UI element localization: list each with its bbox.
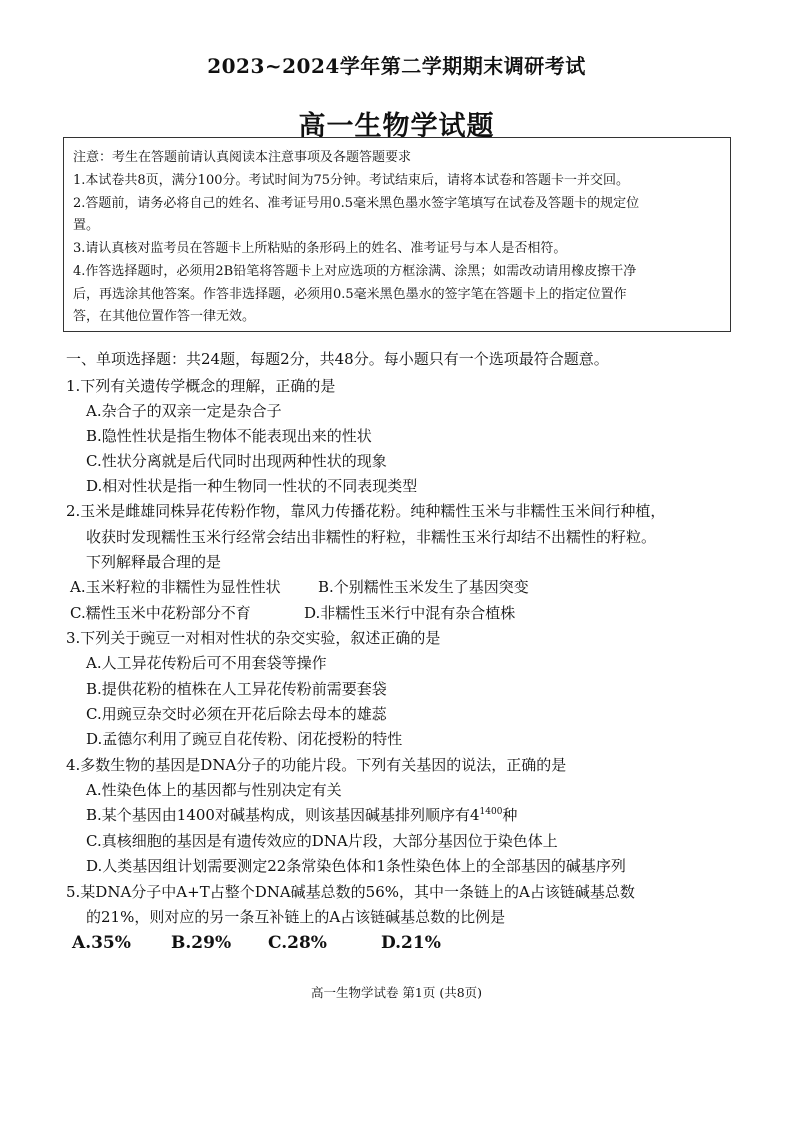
option-b: B.个别糯性玉米发生了基因突变 bbox=[318, 578, 529, 596]
exam-title: 2023~2024学年第二学期期末调研考试 bbox=[207, 54, 586, 78]
notice-line: 4.作答选择题时，必须用2B铅笔将答题卡上对应选项的方框涂满、涂黑；如需改动请用橡皮擦干净 bbox=[73, 264, 637, 279]
question-stem: 3.下列关于豌豆一对相对性状的杂交实验，叙述正确的是 bbox=[66, 629, 441, 647]
notice-line: 1.本试卷共8页，满分100分。考试时间为75分钟。考试结束后，请将本试卷和答题卡一并交回。 bbox=[73, 173, 630, 188]
notice-line: 置。 bbox=[73, 218, 100, 233]
notice-line: 2.答题前，请务必将自己的姓名、准考证号用0.5毫米黑色墨水签字笔填写在试卷及答题卡的规定位 bbox=[73, 196, 640, 211]
question-stem: 4.多数生物的基因是DNA分子的功能片段。下列有关基因的说法，正确的是 bbox=[66, 756, 567, 774]
option-b-tail: 种 bbox=[502, 806, 518, 824]
notice-line: 3.请认真核对监考员在答题卡上所粘贴的条形码上的姓名、准考证号与本人是否相符。 bbox=[73, 241, 567, 256]
question-stem: 2.玉米是雌雄同株异花传粉作物，靠风力传播花粉。纯种糯性玉米与非糯性玉米间行种植， bbox=[66, 502, 666, 520]
question-stem-cont: 下列解释最合理的是 bbox=[86, 553, 222, 571]
page-footer: 高一生物学试卷 第1页 (共8页) bbox=[310, 985, 483, 1000]
option-d: D.孟德尔利用了豌豆自花传粉、闭花授粉的特性 bbox=[86, 730, 403, 748]
option-d: D.21% bbox=[381, 933, 441, 953]
option-a: A.玉米籽粒的非糯性为显性性状 bbox=[70, 578, 281, 596]
notice-box bbox=[63, 137, 731, 332]
option-b bbox=[86, 804, 517, 825]
exponent: 1400 bbox=[479, 807, 503, 817]
notice-line: 注意：考生在答题前请认真阅读本注意事项及各题答题要求 bbox=[73, 150, 412, 165]
option-d: D.相对性状是指一种生物同一性状的不同表现类型 bbox=[86, 477, 418, 495]
notice-line: 后，再选涂其他答案。作答非选择题，必须用0.5毫米黑色墨水的签字笔在答题卡上的指定位置作 bbox=[73, 287, 627, 302]
option-c: C.性状分离就是后代同时出现两种性状的现象 bbox=[86, 452, 387, 470]
subject-title: 高一生物学试题 bbox=[298, 111, 495, 142]
question-stem-cont: 收获时发现糯性玉米行经常会结出非糯性的籽粒，非糯性玉米行却结不出糯性的籽粒。 bbox=[86, 528, 657, 546]
option-a: A.性染色体上的基因都与性别决定有关 bbox=[86, 781, 342, 799]
question-stem: 1.下列有关遗传学概念的理解，正确的是 bbox=[66, 377, 336, 395]
question-stem: 5.某DNA分子中A+T占整个DNA碱基总数的56%，其中一条链上的A占该链碱基总数 bbox=[66, 883, 635, 901]
option-c: C.28% bbox=[268, 933, 327, 953]
option-b-text: B.某个基因由1400对碱基构成，则该基因碱基排列顺序有4 bbox=[86, 806, 480, 824]
option-b: B.29% bbox=[171, 933, 232, 953]
option-c: C.糯性玉米中花粉部分不育 bbox=[70, 604, 251, 622]
option-a: A.35% bbox=[72, 933, 131, 953]
section-heading: 一、单项选择题：共24题，每题2分，共48分。每小题只有一个选项最符合题意。 bbox=[66, 350, 609, 368]
option-b: B.隐性性状是指生物体不能表现出来的性状 bbox=[86, 427, 372, 445]
option-d: D.人类基因组计划需要测定22条常染色体和1条性染色体上的全部基因的碱基序列 bbox=[86, 857, 626, 875]
option-a: A.人工异花传粉后可不用套袋等操作 bbox=[86, 654, 327, 672]
option-c: C.用豌豆杂交时必须在开花后除去母本的雄蕊 bbox=[86, 705, 387, 723]
option-c: C.真核细胞的基因是有遗传效应的DNA片段，大部分基因位于染色体上 bbox=[86, 832, 558, 850]
option-a: A.杂合子的双亲一定是杂合子 bbox=[86, 402, 282, 420]
notice-line: 答，在其他位置作答一律无效。 bbox=[73, 309, 256, 324]
question-stem-cont: 的21%，则对应的另一条互补链上的A占该链碱基总数的比例是 bbox=[86, 908, 506, 926]
option-d: D.非糯性玉米行中混有杂合植株 bbox=[304, 604, 516, 622]
option-b: B.提供花粉的植株在人工异花传粉前需要套袋 bbox=[86, 680, 387, 698]
